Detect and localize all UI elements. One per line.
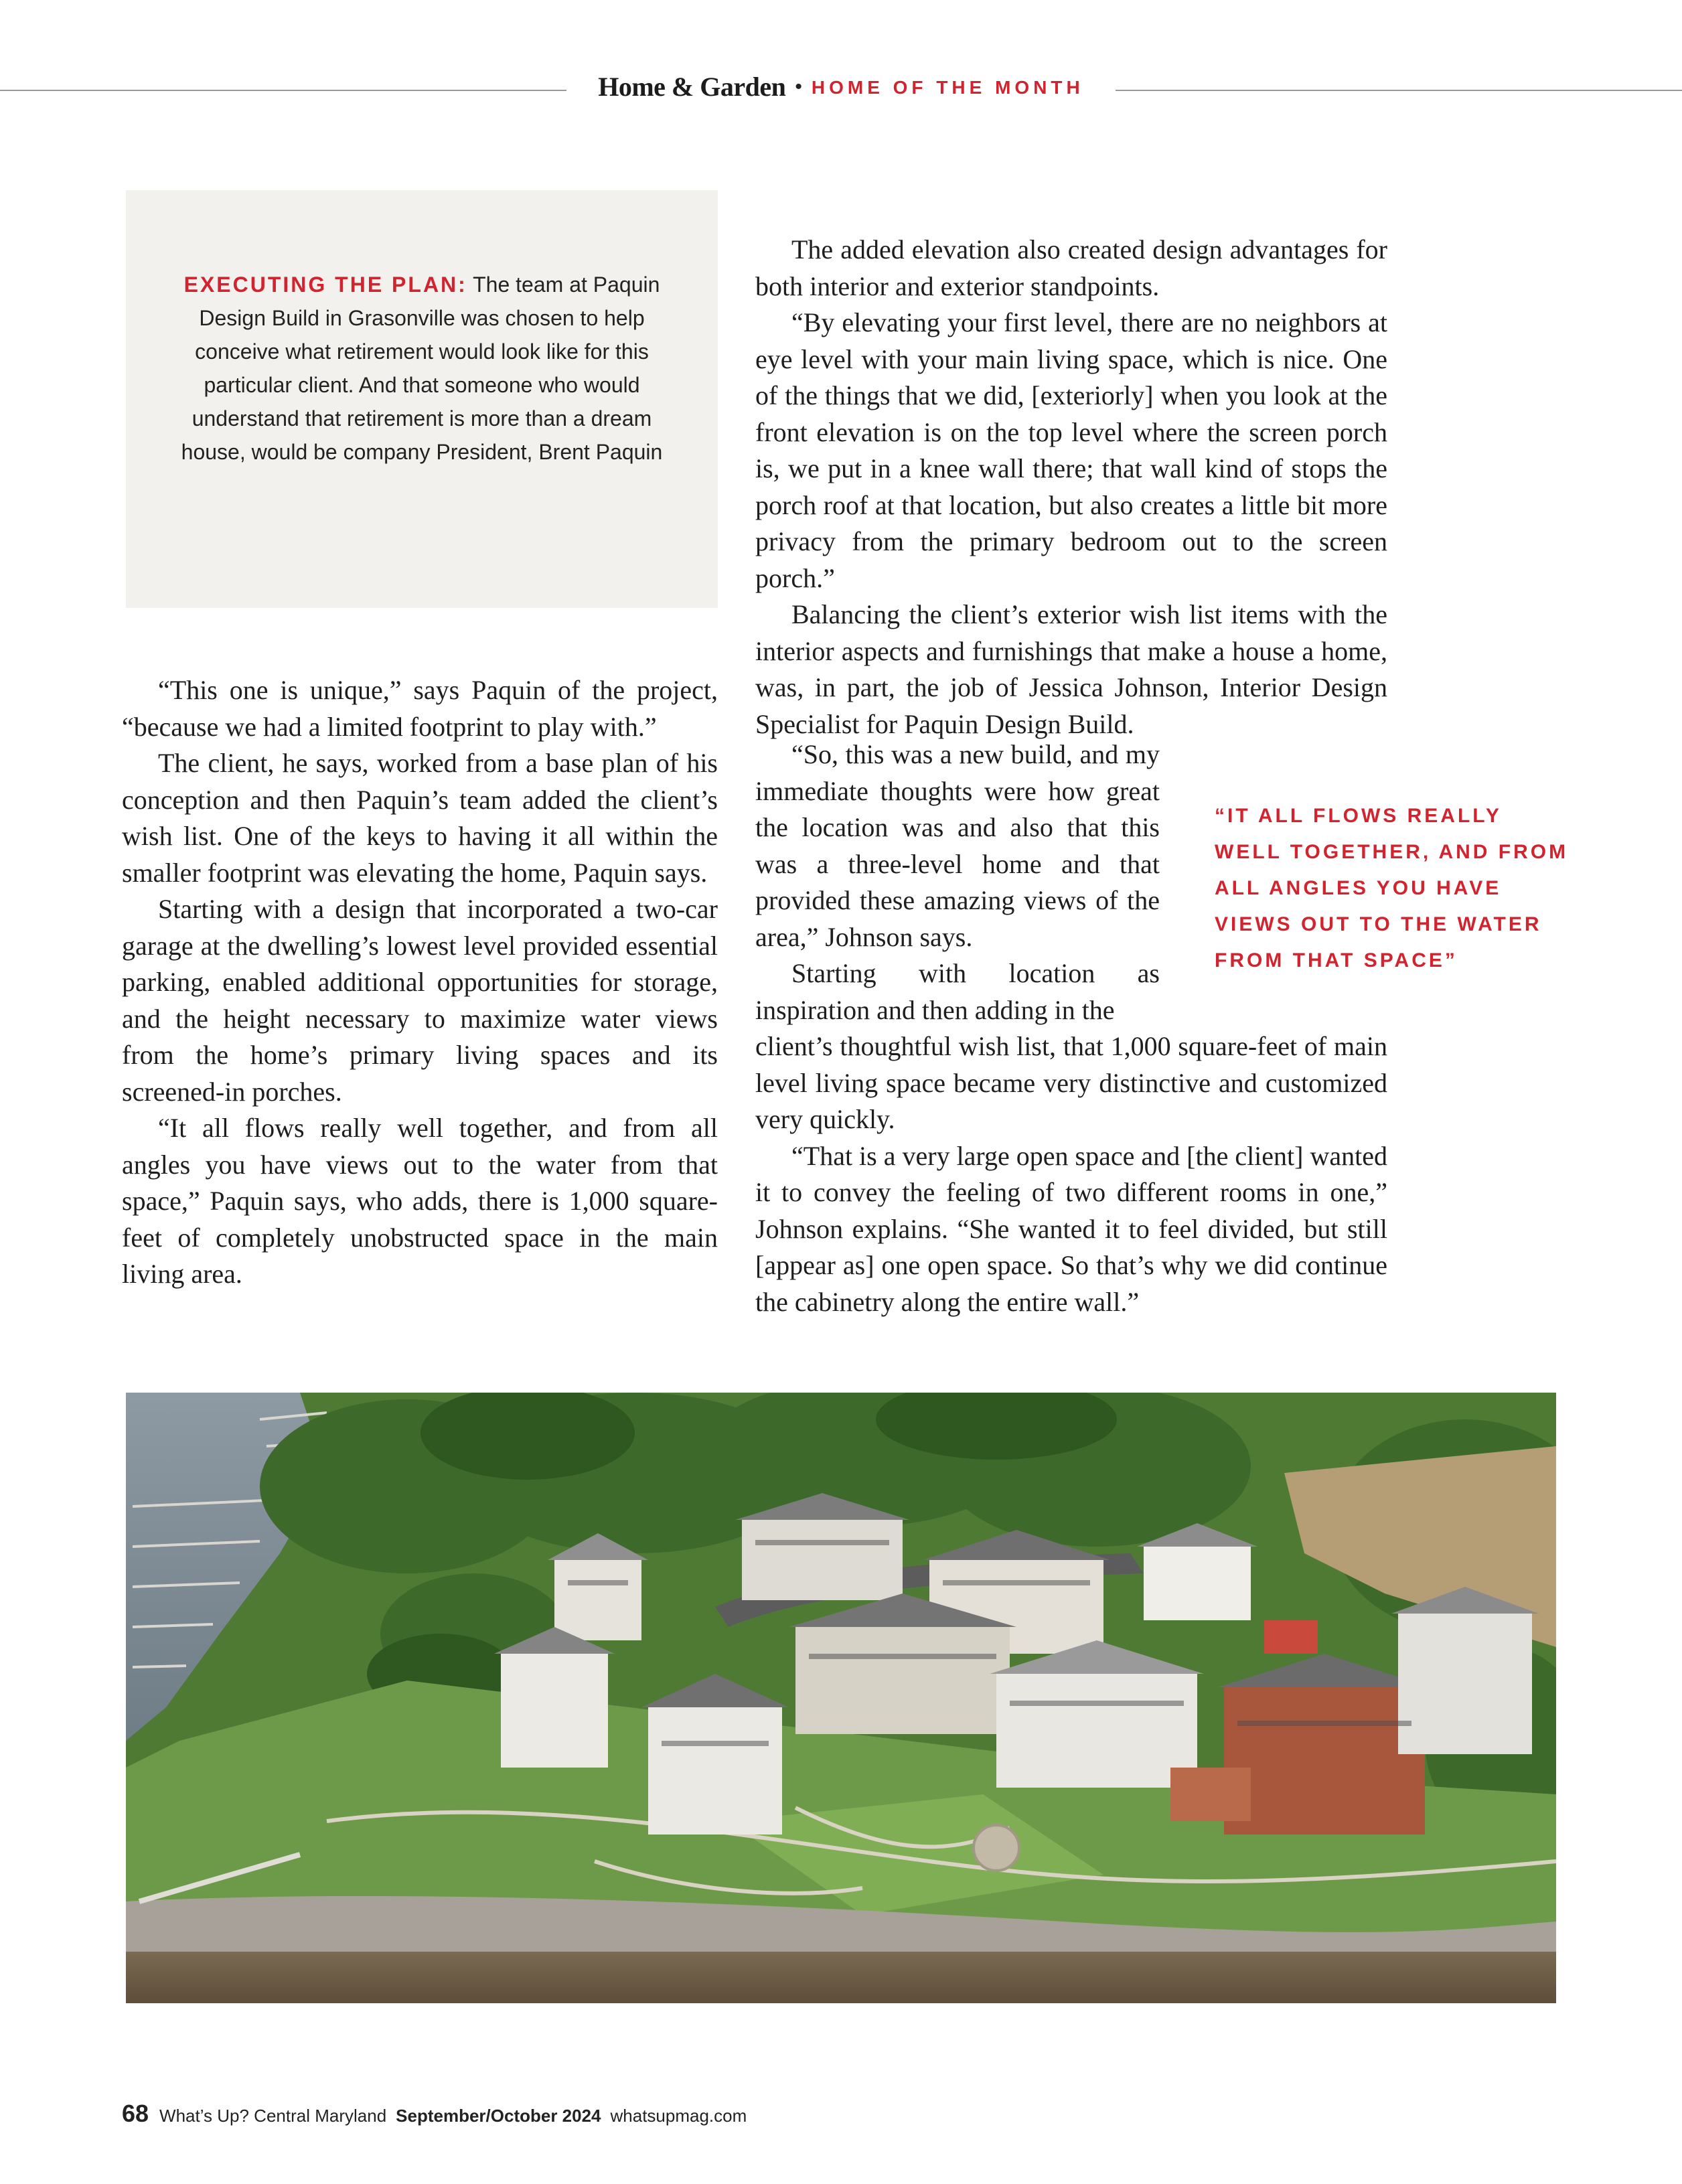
body-paragraph: “So, this was a new build, and my immediate thoughts were how great the location was and also that this was a three-level home and that provided these amazing views of the area,” Johnson says. <box>755 739 1160 952</box>
right-column-top <box>755 232 1387 743</box>
body-paragraph: The client, he says, worked from a base plan of his conception and then Paquin’s team added the client’s wish list. One of the keys to having it all within the smaller footprint was elevating the home, Paquin says. <box>122 748 718 888</box>
pull-quote: “IT ALL FLOWS REALLY WELL TOGETHER, AND FROM ALL ANGLES YOU HAVE VIEWS OUT TO THE WATER FROM THAT SPACE” <box>1215 805 1569 971</box>
page-number: 68 <box>122 2100 149 2127</box>
header-brand: Home & Garden <box>598 72 786 102</box>
sidebar-text <box>181 268 663 469</box>
running-header <box>566 71 1116 102</box>
header-rule-right <box>1116 90 1682 91</box>
body-paragraph: Starting with a design that incorporated a two-car garage at the dwelling’s lowest level provided essential parking, enabled additional opportunities for storage, and the height necessary to maximize water views from the home’s primary living spaces and its screened-in porches. <box>122 894 718 1107</box>
right-column-narrow <box>755 736 1160 1028</box>
page-footer <box>122 2100 747 2128</box>
body-paragraph: “That is a very large open space and [the client] wanted it to convey the feeling of two different rooms in one,” Johnson explains. “She wanted it to feel divided, but still [appear as] one open space. So that’s why we did continue the cabinetry along the entire wall.” <box>755 1140 1387 1317</box>
header-section: HOME OF THE MONTH <box>811 77 1084 98</box>
body-paragraph: “It all flows really well together, and from all angles you have views out to the water from that space,” Paquin says, who adds, there is 1,000 square-feet of completely unobstructed space in the main living area. <box>122 1113 718 1289</box>
sidebar-lead: EXECUTING THE PLAN: <box>183 272 467 297</box>
issue-date: September/October 2024 <box>396 2106 601 2126</box>
aerial-photo-illustration <box>126 1393 1556 2003</box>
body-paragraph: client’s thoughtful wish list, that 1,000 square-feet of main level living space became very distinctive and customized very quickly. <box>755 1031 1387 1134</box>
body-paragraph: Balancing the client’s exterior wish list items with the interior aspects and furnishings that make a house a home, was, in part, the job of Jessica Johnson, Interior Design Specialist for Paquin Design Build. <box>755 599 1387 739</box>
magazine-name: What’s Up? Central Maryland <box>159 2106 387 2126</box>
aerial-photo <box>126 1393 1556 2003</box>
right-column-bottom <box>755 1028 1387 1320</box>
body-paragraph: The added elevation also created design advantages for both interior and exterior standpoints. <box>755 234 1387 301</box>
left-column <box>122 672 718 1293</box>
website-link[interactable]: whatsupmag.com <box>610 2106 747 2126</box>
header-separator: • <box>795 76 802 98</box>
sidebar-body: The team at Paquin Design Build in Grasonville was chosen to help conceive what retirement would look like for this particular client. And that someone who would understand that retirement is more than a dream house, would be company President, Brent Paquin <box>181 272 663 464</box>
body-paragraph: Starting with location as inspiration and then adding in the <box>755 958 1160 1025</box>
header-rule-left <box>0 90 566 91</box>
body-paragraph: “By elevating your first level, there are no neighbors at eye level with your main living space, which is nice. One of the things that we did, [exteriorly] when you look at the front elevation is on the top level where the screen porch is, we put in a knee wall there; that wall kind of stops the porch roof at that location, but also creates a little bit more privacy from the primary bedroom out to the screen porch.” <box>755 307 1387 593</box>
body-paragraph: “This one is unique,” says Paquin of the project, “because we had a limited footprint to play with.” <box>122 675 718 742</box>
